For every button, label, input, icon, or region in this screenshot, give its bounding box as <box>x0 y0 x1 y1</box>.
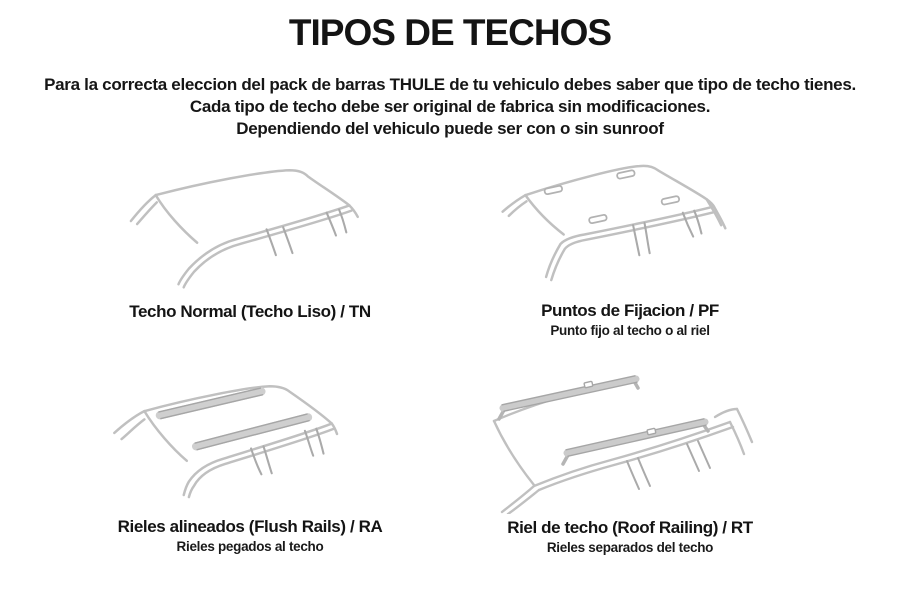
fixation-points <box>544 170 679 224</box>
roof-type-flushrail-section <box>55 378 445 554</box>
intro-line-1: Para la correcta eleccion del pack de barras THULE de tu vehiculo debes saber que tipo de techo tienes. <box>44 75 856 94</box>
intro-line-3: Dependiendo del vehiculo puede ser con o sin sunroof <box>236 119 664 138</box>
roof-type-fixpoint-sublabel: Punto fijo al techo o al riel <box>550 322 710 338</box>
roof-type-railing-label: Riel de techo (Roof Railing) / RT <box>507 518 753 537</box>
roof-type-normal-label: Techo Normal (Techo Liso) / TN <box>129 301 371 321</box>
roof-type-flushrail-sublabel: Rieles pegados al techo <box>176 538 324 554</box>
roof-type-railing-section <box>435 364 825 555</box>
intro-line-2: Cada tipo de techo debe ser original de fabrica sin modificaciones. <box>189 97 711 116</box>
page-title: TIPOS DE TECHOS <box>288 12 612 53</box>
raised-roof-rails <box>499 376 708 464</box>
car-roof-normal-illustration <box>105 163 395 298</box>
roof-type-flushrail-label: Rieles alineados (Flush Rails) / RA <box>117 516 383 536</box>
roof-type-railing-sublabel: Rieles separados del techo <box>546 540 714 555</box>
intro-text <box>0 74 900 140</box>
car-roof-fixpoint-illustration <box>485 162 775 297</box>
roof-type-fixpoint-label: Puntos de Fijacion / PF <box>541 300 719 320</box>
roof-type-normal-section <box>55 163 445 322</box>
car-roof-railing-illustration <box>490 364 770 514</box>
roof-type-fixpoint-section <box>435 162 825 338</box>
flush-rails <box>159 388 309 450</box>
car-roof-flushrail-illustration <box>105 378 395 513</box>
